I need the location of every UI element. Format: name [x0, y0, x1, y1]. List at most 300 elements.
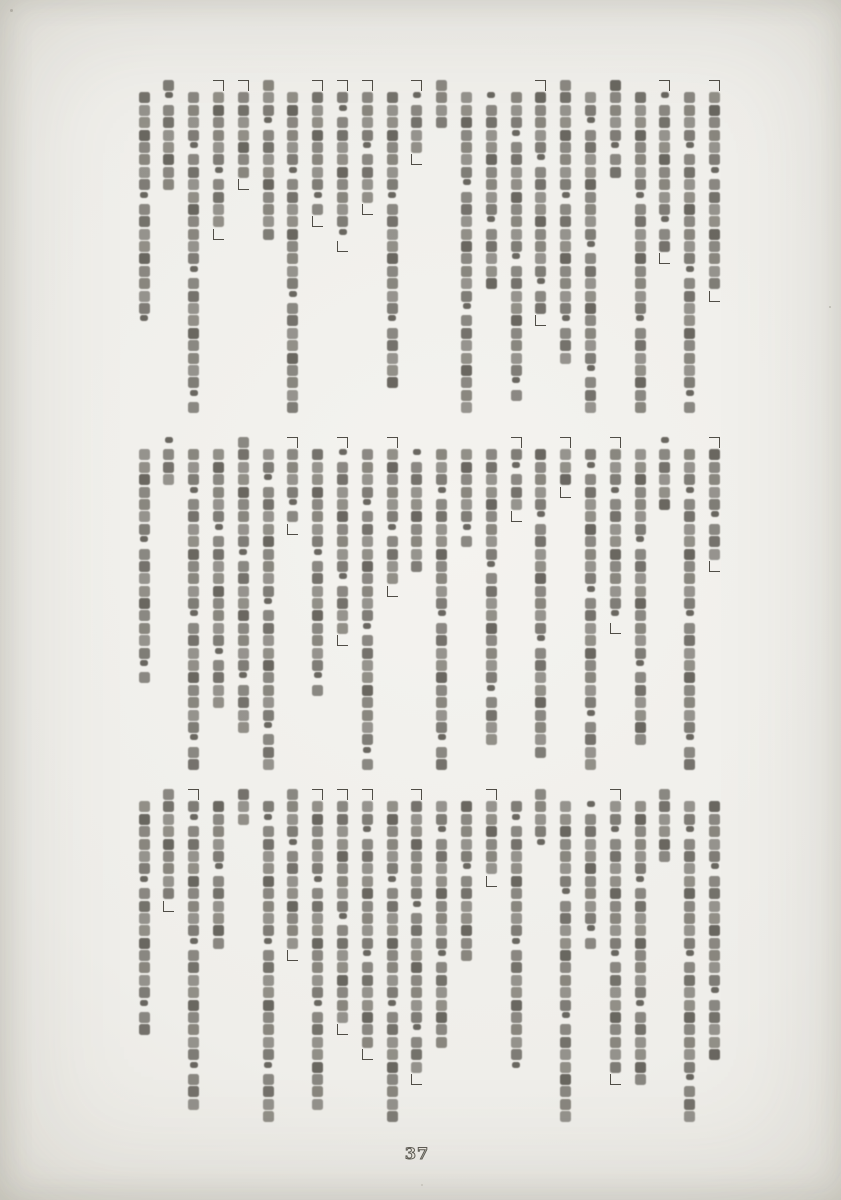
redacted-glyph	[461, 839, 472, 850]
redacted-glyph	[213, 901, 224, 912]
redacted-glyph	[337, 839, 348, 850]
redacted-glyph	[387, 950, 398, 961]
redacted-glyph	[312, 839, 323, 850]
redacted-glyph	[362, 1037, 373, 1048]
redacted-glyph	[560, 1000, 571, 1011]
text-column	[634, 801, 647, 1086]
redacted-glyph	[684, 839, 695, 850]
redacted-glyph	[213, 839, 224, 850]
text-column	[311, 789, 324, 1111]
redacted-glyph	[635, 1062, 646, 1073]
text-column	[510, 801, 523, 1074]
redacted-glyph	[635, 987, 646, 998]
redacted-glyph	[263, 1086, 274, 1097]
redacted-glyph	[684, 1012, 695, 1023]
redacted-glyph	[411, 863, 422, 874]
redacted-glyph	[337, 987, 348, 998]
redacted-glyph	[188, 913, 199, 924]
redacted-glyph	[610, 851, 621, 862]
redacted-glyph	[659, 851, 670, 862]
redacted-glyph	[263, 876, 274, 887]
redacted-glyph	[585, 938, 596, 949]
redacted-glyph	[337, 826, 348, 837]
quote-close-bracket	[163, 901, 174, 912]
redacted-glyph	[436, 901, 447, 912]
redacted-glyph	[362, 1012, 373, 1023]
redacted-glyph	[411, 888, 422, 899]
redacted-glyph	[411, 1049, 422, 1060]
redacted-glyph	[560, 839, 571, 850]
redacted-glyph	[511, 925, 522, 936]
redacted-glyph	[362, 1000, 373, 1011]
redacted-glyph	[560, 1037, 571, 1048]
redacted-glyph	[337, 950, 348, 961]
redacted-glyph	[585, 876, 596, 887]
redacted-glyph	[461, 925, 472, 936]
redacted-glyph	[635, 1074, 646, 1085]
redacted-glyph	[486, 801, 497, 812]
redacted-glyph	[188, 801, 199, 812]
redacted-glyph	[312, 950, 323, 961]
redacted-glyph	[287, 814, 298, 825]
text-column	[286, 789, 299, 962]
redacted-glyph	[711, 863, 719, 869]
redacted-glyph	[585, 826, 596, 837]
redacted-glyph	[684, 901, 695, 912]
redacted-glyph	[188, 962, 199, 973]
redacted-glyph	[362, 876, 373, 887]
redacted-glyph	[511, 888, 522, 899]
redacted-glyph	[362, 801, 373, 812]
redacted-glyph	[635, 901, 646, 912]
redacted-glyph	[213, 826, 224, 837]
redacted-glyph	[560, 1024, 571, 1035]
redacted-glyph	[188, 901, 199, 912]
redacted-glyph	[264, 814, 272, 820]
redacted-glyph	[387, 1111, 398, 1122]
redacted-glyph	[139, 1024, 150, 1035]
redacted-glyph	[411, 1012, 422, 1023]
redacted-glyph	[560, 1062, 571, 1073]
redacted-glyph	[436, 1000, 447, 1011]
redacted-glyph	[314, 1000, 322, 1006]
redacted-glyph	[436, 1037, 447, 1048]
redacted-glyph	[190, 938, 198, 944]
redacted-glyph	[337, 975, 348, 986]
redacted-glyph	[387, 801, 398, 812]
scan-speck	[10, 9, 13, 12]
redacted-glyph	[287, 888, 298, 899]
redacted-glyph	[537, 839, 545, 845]
redacted-glyph	[387, 987, 398, 998]
redacted-glyph	[411, 938, 422, 949]
redacted-glyph	[188, 1086, 199, 1097]
redacted-glyph	[188, 839, 199, 850]
redacted-glyph	[610, 1012, 621, 1023]
redacted-glyph	[188, 876, 199, 887]
redacted-glyph	[709, 962, 720, 973]
redacted-glyph	[312, 1086, 323, 1097]
redacted-glyph	[139, 814, 150, 825]
redacted-glyph	[461, 950, 472, 961]
redacted-glyph	[387, 1074, 398, 1085]
redacted-glyph	[709, 801, 720, 812]
redacted-glyph	[263, 950, 274, 961]
redacted-glyph	[387, 839, 398, 850]
redacted-glyph	[140, 1000, 148, 1006]
redacted-glyph	[362, 901, 373, 912]
redacted-glyph	[312, 851, 323, 862]
redacted-glyph	[163, 851, 174, 862]
redacted-glyph	[635, 1037, 646, 1048]
redacted-glyph	[610, 863, 621, 874]
redacted-glyph	[684, 1024, 695, 1035]
redacted-glyph	[610, 901, 621, 912]
quote-close-bracket	[287, 950, 298, 961]
redacted-glyph	[709, 925, 720, 936]
redacted-glyph	[587, 925, 595, 931]
redacted-glyph	[312, 801, 323, 812]
redacted-glyph	[635, 925, 646, 936]
redacted-glyph	[387, 1012, 398, 1023]
redacted-glyph	[684, 888, 695, 899]
redacted-glyph	[263, 1037, 274, 1048]
redacted-glyph	[610, 962, 621, 973]
redacted-glyph	[312, 938, 323, 949]
quote-close-bracket	[362, 1049, 373, 1060]
redacted-glyph	[436, 1012, 447, 1023]
redacted-glyph	[684, 1086, 695, 1097]
redacted-glyph	[213, 938, 224, 949]
redacted-glyph	[312, 1074, 323, 1085]
quote-close-bracket	[486, 876, 497, 887]
redacted-glyph	[709, 839, 720, 850]
redacted-glyph	[560, 876, 571, 887]
redacted-glyph	[188, 888, 199, 899]
redacted-glyph	[140, 876, 148, 882]
redacted-glyph	[287, 913, 298, 924]
redacted-glyph	[709, 975, 720, 986]
redacted-glyph	[263, 913, 274, 924]
redacted-glyph	[486, 851, 497, 862]
scan-speck	[421, 1184, 423, 1186]
redacted-glyph	[560, 962, 571, 973]
text-column	[460, 801, 473, 962]
redacted-glyph	[611, 826, 619, 832]
redacted-glyph	[163, 863, 174, 874]
redacted-glyph	[635, 1012, 646, 1023]
quote-open-bracket	[188, 789, 199, 800]
redacted-glyph	[411, 876, 422, 887]
redacted-glyph	[411, 839, 422, 850]
redacted-glyph	[238, 789, 249, 800]
redacted-glyph	[709, 814, 720, 825]
text-column	[187, 789, 200, 1111]
redacted-glyph	[139, 839, 150, 850]
redacted-glyph	[387, 925, 398, 936]
redacted-glyph	[436, 962, 447, 973]
redacted-glyph	[511, 876, 522, 887]
redacted-glyph	[438, 950, 446, 956]
redacted-glyph	[684, 938, 695, 949]
redacted-glyph	[511, 901, 522, 912]
redacted-glyph	[387, 1037, 398, 1048]
redacted-glyph	[312, 1099, 323, 1110]
redacted-glyph	[263, 962, 274, 973]
redacted-glyph	[213, 888, 224, 899]
redacted-glyph	[337, 938, 348, 949]
text-column	[237, 789, 250, 826]
redacted-glyph	[312, 962, 323, 973]
redacted-glyph	[461, 913, 472, 924]
redacted-glyph	[139, 851, 150, 862]
redacted-glyph	[312, 1037, 323, 1048]
redacted-glyph	[635, 814, 646, 825]
page-number: 37	[404, 1144, 430, 1163]
redacted-glyph	[337, 888, 348, 899]
text-column	[410, 789, 423, 1086]
redacted-glyph	[337, 925, 348, 936]
redacted-glyph	[587, 801, 595, 807]
text-column	[708, 801, 721, 1061]
redacted-glyph	[263, 826, 274, 837]
redacted-glyph	[436, 913, 447, 924]
text-column	[584, 801, 597, 950]
redacted-glyph	[188, 1099, 199, 1110]
redacted-glyph	[512, 938, 520, 944]
redacted-glyph	[436, 987, 447, 998]
redacted-glyph	[560, 851, 571, 862]
redacted-glyph	[635, 826, 646, 837]
redacted-glyph	[337, 962, 348, 973]
redacted-glyph	[560, 826, 571, 837]
redacted-glyph	[684, 975, 695, 986]
redacted-glyph	[684, 801, 695, 812]
redacted-glyph	[709, 950, 720, 961]
redacted-glyph	[312, 1012, 323, 1023]
redacted-glyph	[560, 801, 571, 812]
redacted-glyph	[312, 901, 323, 912]
redacted-glyph	[139, 826, 150, 837]
redacted-glyph	[388, 876, 396, 882]
redacted-glyph	[511, 1037, 522, 1048]
redacted-glyph	[511, 826, 522, 837]
text-column	[658, 789, 671, 863]
redacted-glyph	[436, 975, 447, 986]
redacted-glyph	[562, 1012, 570, 1018]
redacted-glyph	[387, 901, 398, 912]
redacted-glyph	[512, 1062, 520, 1068]
redacted-glyph	[635, 950, 646, 961]
redacted-glyph	[362, 1024, 373, 1035]
redacted-glyph	[560, 950, 571, 961]
redacted-glyph	[139, 801, 150, 812]
redacted-glyph	[436, 925, 447, 936]
redacted-glyph	[287, 925, 298, 936]
redacted-glyph	[387, 863, 398, 874]
redacted-glyph	[263, 888, 274, 899]
redacted-glyph	[139, 987, 150, 998]
redacted-glyph	[362, 863, 373, 874]
redacted-glyph	[163, 801, 174, 812]
redacted-glyph	[362, 913, 373, 924]
redacted-glyph	[635, 913, 646, 924]
quote-close-bracket	[337, 1024, 348, 1035]
redacted-glyph	[511, 1049, 522, 1060]
redacted-glyph	[287, 863, 298, 874]
redacted-glyph	[684, 863, 695, 874]
redacted-glyph	[436, 814, 447, 825]
redacted-glyph	[213, 913, 224, 924]
redacted-glyph	[337, 814, 348, 825]
redacted-glyph	[139, 975, 150, 986]
redacted-glyph	[486, 826, 497, 837]
redacted-glyph	[362, 962, 373, 973]
redacted-glyph	[585, 913, 596, 924]
redacted-glyph	[684, 913, 695, 924]
redacted-glyph	[263, 975, 274, 986]
redacted-glyph	[659, 839, 670, 850]
redacted-glyph	[337, 801, 348, 812]
text-column	[336, 789, 349, 1037]
redacted-glyph	[560, 901, 571, 912]
redacted-glyph	[411, 975, 422, 986]
redacted-glyph	[560, 1111, 571, 1122]
redacted-glyph	[709, 913, 720, 924]
redacted-glyph	[312, 913, 323, 924]
redacted-glyph	[411, 962, 422, 973]
redacted-glyph	[287, 938, 298, 949]
redacted-glyph	[263, 901, 274, 912]
redacted-glyph	[287, 801, 298, 812]
redacted-glyph	[263, 1012, 274, 1023]
redacted-glyph	[636, 1000, 644, 1006]
redacted-glyph	[213, 925, 224, 936]
redacted-glyph	[263, 1000, 274, 1011]
redacted-glyph	[610, 1062, 621, 1073]
redacted-glyph	[709, 1000, 720, 1011]
redacted-glyph	[511, 1000, 522, 1011]
redacted-glyph	[686, 826, 694, 832]
redacted-glyph	[635, 975, 646, 986]
redacted-glyph	[337, 876, 348, 887]
redacted-glyph	[188, 863, 199, 874]
redacted-glyph	[436, 938, 447, 949]
redacted-glyph	[411, 801, 422, 812]
redacted-glyph	[635, 1024, 646, 1035]
redacted-glyph	[635, 962, 646, 973]
redacted-glyph	[387, 814, 398, 825]
redacted-glyph	[560, 938, 571, 949]
redacted-glyph	[636, 876, 644, 882]
redacted-glyph	[362, 839, 373, 850]
redacted-glyph	[610, 1000, 621, 1011]
redacted-glyph	[610, 839, 621, 850]
redacted-glyph	[314, 876, 322, 882]
redacted-glyph	[263, 925, 274, 936]
redacted-glyph	[387, 938, 398, 949]
redacted-glyph	[709, 1012, 720, 1023]
redacted-glyph	[610, 1037, 621, 1048]
redacted-glyph	[411, 814, 422, 825]
redacted-glyph	[413, 1024, 421, 1030]
redacted-glyph	[411, 1000, 422, 1011]
redacted-glyph	[363, 826, 371, 832]
redacted-glyph	[684, 876, 695, 887]
redacted-glyph	[188, 851, 199, 862]
redacted-glyph	[263, 863, 274, 874]
redacted-glyph	[188, 987, 199, 998]
redacted-glyph	[163, 826, 174, 837]
redacted-glyph	[436, 1024, 447, 1035]
text-column	[262, 801, 275, 1123]
redacted-glyph	[213, 876, 224, 887]
redacted-glyph	[362, 851, 373, 862]
redacted-glyph	[709, 1049, 720, 1060]
redacted-glyph	[659, 826, 670, 837]
redacted-glyph	[610, 876, 621, 887]
redacted-glyph	[188, 1024, 199, 1035]
redacted-glyph	[312, 888, 323, 899]
redacted-glyph	[511, 863, 522, 874]
redacted-glyph	[585, 814, 596, 825]
redacted-glyph	[560, 1099, 571, 1110]
redacted-glyph	[560, 1074, 571, 1085]
redacted-glyph	[337, 901, 348, 912]
redacted-glyph	[635, 851, 646, 862]
redacted-glyph	[362, 938, 373, 949]
redacted-glyph	[436, 863, 447, 874]
redacted-glyph	[362, 975, 373, 986]
redacted-glyph	[411, 950, 422, 961]
redacted-glyph	[387, 851, 398, 862]
redacted-glyph	[535, 826, 546, 837]
redacted-glyph	[461, 826, 472, 837]
redacted-glyph	[659, 801, 670, 812]
text-column	[485, 789, 498, 888]
redacted-glyph	[263, 839, 274, 850]
redacted-glyph	[312, 863, 323, 874]
redacted-glyph	[139, 962, 150, 973]
redacted-glyph	[312, 975, 323, 986]
quote-open-bracket	[610, 789, 621, 800]
redacted-glyph	[436, 888, 447, 899]
redacted-glyph	[436, 839, 447, 850]
redacted-glyph	[511, 851, 522, 862]
redacted-glyph	[263, 987, 274, 998]
redacted-glyph	[585, 863, 596, 874]
redacted-glyph	[362, 987, 373, 998]
redacted-glyph	[684, 1099, 695, 1110]
redacted-glyph	[610, 814, 621, 825]
redacted-glyph	[709, 938, 720, 949]
text-column	[212, 801, 225, 950]
redacted-glyph	[610, 1049, 621, 1060]
redacted-glyph	[139, 913, 150, 924]
redacted-glyph	[438, 826, 446, 832]
redacted-glyph	[312, 826, 323, 837]
redacted-glyph	[337, 1012, 348, 1023]
redacted-glyph	[461, 814, 472, 825]
redacted-glyph	[461, 888, 472, 899]
redacted-glyph	[263, 801, 274, 812]
redacted-glyph	[362, 888, 373, 899]
redacted-glyph	[188, 1037, 199, 1048]
redacted-glyph	[436, 851, 447, 862]
redacted-glyph	[709, 1037, 720, 1048]
redacted-glyph	[411, 1062, 422, 1073]
redacted-glyph	[188, 826, 199, 837]
